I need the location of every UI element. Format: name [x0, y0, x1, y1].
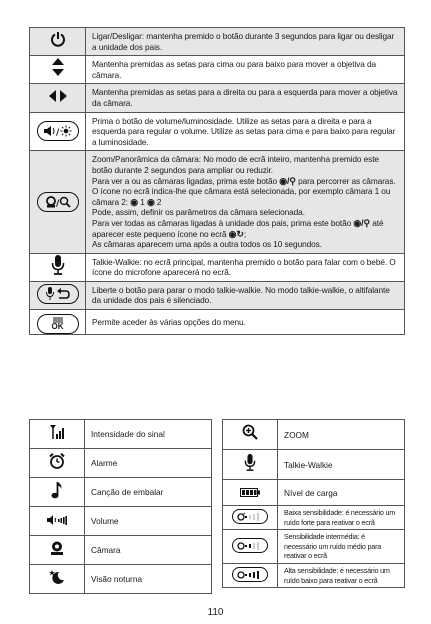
table-row: [30, 253, 405, 281]
table-row: [223, 480, 405, 506]
right-legend-table: [222, 419, 405, 588]
camera-zoom-icon: [37, 192, 79, 212]
icon-cell: [30, 420, 85, 449]
microphone-icon: [244, 454, 256, 471]
row-description: Talkie-Walkie: no ecrã principal, mantenha premido o botão para falar com o bebé. O ícone do microfone aparecerá no ecrã.: [86, 253, 405, 281]
icon-cell: [30, 310, 86, 335]
table-row: [30, 151, 405, 253]
icon-cell: [223, 563, 278, 587]
row-description: Liberte o botão para parar o modo talkie-walkie. No modo talkie-walkie, o altifalante da unidade dos pais é silenciado.: [86, 281, 405, 309]
table-row: [223, 506, 405, 530]
icon-cell: [30, 281, 86, 309]
table-row: [223, 530, 405, 564]
icon-cell: [30, 151, 86, 253]
row-description: Zoom/Panorâmica da câmara: No modo de ecrã inteiro, mantenha premido este botão durante 2 segundos para ampliar ou reduzir. Para ver a ou as câmaras ligadas, prima este botão ◉/⚲ para percorrer as câmaras. O ícone no ecrã indica-lhe que câmara está selecionada, por exemplo câmara 1 ou câmara 2: ◉ 1 ◉ 2 Pode, assim, definir os parâmetros da câmara selecionada. Para ver todas as câmaras ligadas à unidade dos pais, prima este botão ◉/⚲ até aparecer este pequeno ícone no ecrã ◉↻; As câmaras aparecem uma após a outra todos os 10 segundos.: [86, 151, 405, 253]
night-vision-icon: [49, 570, 65, 584]
svg-text:/: /: [55, 198, 59, 208]
icon-cell: [30, 565, 85, 594]
table-row: [30, 56, 405, 84]
legend-label: Intensidade do sinal: [85, 420, 212, 449]
legend-label: Volume: [85, 507, 212, 536]
up-down-arrows-icon: [52, 58, 64, 76]
zoom-icon: [242, 424, 258, 440]
sensitivity-high-icon: [232, 567, 268, 582]
legend-label: Visão noturna: [85, 565, 212, 594]
camera-zoom-icon: ◉/⚲: [353, 217, 370, 228]
legend-label: Talkie-Walkie: [278, 450, 405, 480]
camera-icon: ◉: [146, 196, 155, 207]
signal-strength-icon: [50, 425, 64, 439]
icon-cell: [30, 112, 86, 151]
icon-cell: [223, 530, 278, 564]
row-description: Permite aceder às várias opções do menu.: [86, 310, 405, 335]
alarm-clock-icon: [49, 453, 65, 469]
icon-cell: [30, 56, 86, 84]
ok-label: OK: [51, 322, 64, 332]
svg-text:/: /: [55, 127, 59, 137]
table-row: [30, 449, 212, 478]
talkie-return-icon: [37, 284, 79, 304]
icon-cell: [30, 536, 85, 565]
legend-label: ZOOM: [278, 420, 405, 450]
table-row: [30, 310, 405, 335]
volume-brightness-icon: [37, 121, 79, 141]
page-number: 110: [207, 607, 224, 618]
legend-label: Alta sensibilidade: é necessário um ruído baixo para reativar o ecrã: [278, 563, 405, 587]
row-description: Mantenha premidas as setas para cima ou para baixo para mover a objetiva da câmara.: [86, 56, 405, 84]
table-row: [30, 112, 405, 151]
left-legend-table: [29, 419, 212, 594]
row-description: Mantenha premidas as setas para a direita ou para a esquerda para mover a objetiva da câmara.: [86, 84, 405, 112]
table-row: [30, 28, 405, 56]
icon-cell: [223, 480, 278, 506]
legend-label: Alarme: [85, 449, 212, 478]
table-row: [30, 281, 405, 309]
menu-ok-icon: [37, 314, 79, 334]
sensitivity-medium-icon: [232, 538, 268, 553]
icon-cell: [223, 420, 278, 450]
table-row: [30, 478, 212, 507]
table-row: [30, 84, 405, 112]
icon-cell: [30, 28, 86, 56]
sensitivity-low-icon: [232, 509, 268, 524]
table-row: [223, 563, 405, 587]
table-row: [223, 420, 405, 450]
camera-icon: ◉: [130, 196, 138, 207]
icon-cell: [30, 507, 85, 536]
icon-cell: [30, 253, 86, 281]
icon-cell: [30, 449, 85, 478]
controls-table: [29, 27, 405, 335]
svg-text:+: +: [243, 511, 246, 516]
legend-label: Sensibilidade intermédia: é necessário um ruído médio para reativar o ecrã: [278, 530, 405, 564]
icon-cell: [223, 506, 278, 530]
table-row: [30, 420, 212, 449]
camera-icon: [50, 541, 64, 555]
icon-cell: [30, 478, 85, 507]
music-note-icon: [51, 481, 63, 499]
legend-label: Câmara: [85, 536, 212, 565]
microphone-icon: [51, 255, 65, 275]
battery-icon: [240, 488, 260, 497]
camera-cycle-icon: ◉↻: [228, 228, 244, 239]
legend-label: Nível de carga: [278, 480, 405, 506]
left-right-arrows-icon: [49, 90, 67, 102]
camera-zoom-icon: ◉/⚲: [279, 175, 296, 186]
row-description: Prima o botão de volume/luminosidade. Utilize as setas para a direita e para a esquerda para regular o volume. Utilize as setas para cima e para baixo para regular a luminosidade.: [86, 112, 405, 151]
table-row: [30, 536, 212, 565]
icon-cell: [30, 84, 86, 112]
table-row: [30, 507, 212, 536]
row-description: Ligar/Desligar: mantenha premido o botão durante 3 segundos para ligar ou desligar a unidade dos pais.: [86, 28, 405, 56]
legend-label: Baixa sensibilidade: é necessário um ruído forte para reativar o ecrã: [278, 506, 405, 530]
legend-label: Canção de embalar: [85, 478, 212, 507]
table-row: [30, 565, 212, 594]
volume-icon: [47, 515, 67, 525]
table-row: [223, 450, 405, 480]
icon-cell: [223, 450, 278, 480]
power-icon: [50, 31, 66, 47]
